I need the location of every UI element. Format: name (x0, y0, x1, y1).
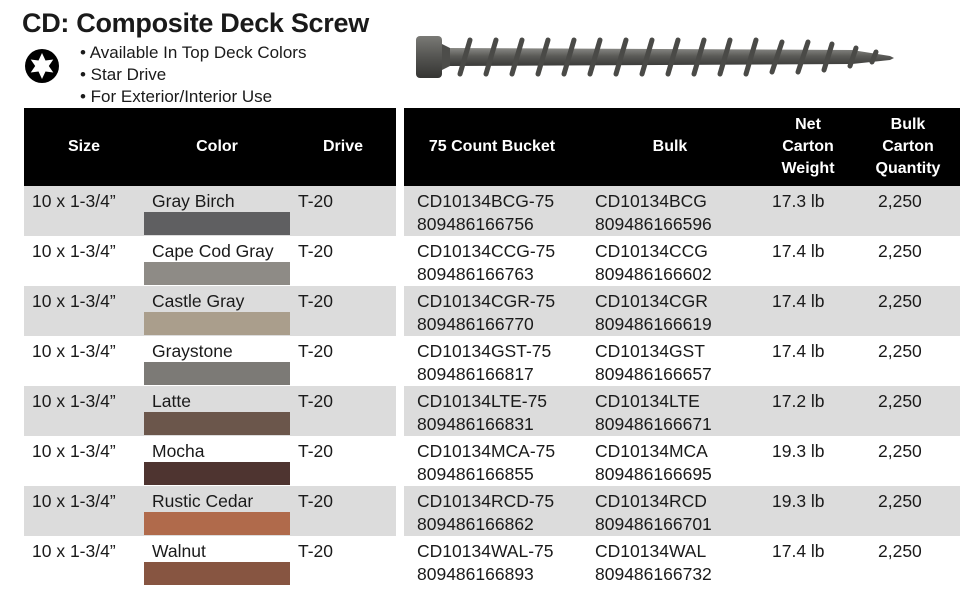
weight-cell: 17.2 lb (772, 391, 825, 411)
color-name-cell: Rustic Cedar (152, 491, 254, 511)
table-row (404, 236, 960, 286)
weight-cell: 17.4 lb (772, 541, 825, 561)
table-row (24, 486, 396, 536)
bucket-upc-cell: 809486166893 (417, 564, 534, 584)
bucket-upc-cell: 809486166862 (417, 514, 534, 534)
table-row (24, 286, 396, 336)
bulk-sku-cell: CD10134WAL (595, 541, 707, 561)
bulk-sku-cell: CD10134LTE (595, 391, 700, 411)
color-name-cell: Mocha (152, 441, 205, 461)
size-cell: 10 x 1-3/4” (32, 391, 116, 411)
color-name-cell: Latte (152, 391, 191, 411)
bucket-sku-cell: CD10134CCG-75 (417, 241, 556, 261)
feature-list (80, 42, 306, 108)
table-row (404, 336, 960, 386)
size-color-table (24, 108, 396, 586)
size-cell: 10 x 1-3/4” (32, 491, 116, 511)
table-header (24, 108, 396, 186)
table-row (404, 536, 960, 586)
drive-cell: T-20 (298, 191, 334, 211)
bucket-sku-cell: CD10134BCG-75 (417, 191, 555, 211)
table-row (404, 386, 960, 436)
color-swatch (144, 462, 290, 485)
bucket-sku-cell: CD10134RCD-75 (417, 491, 555, 511)
feature-item: • Star Drive (80, 65, 167, 84)
bulk-upc-cell: 809486166657 (595, 364, 712, 384)
color-name-cell: Walnut (152, 541, 206, 561)
table-row (404, 486, 960, 536)
bulk-sku-cell: CD10134MCA (595, 441, 708, 461)
weight-cell: 19.3 lb (772, 441, 825, 461)
bucket-sku-cell: CD10134MCA-75 (417, 441, 556, 461)
quantity-cell: 2,250 (878, 341, 922, 361)
drive-cell: T-20 (298, 541, 334, 561)
color-name-cell: Gray Birch (152, 191, 235, 211)
bucket-upc-cell: 809486166770 (417, 314, 534, 334)
weight-cell: 17.4 lb (772, 241, 825, 261)
color-swatch (144, 262, 290, 285)
color-swatch (144, 562, 290, 585)
drive-cell: T-20 (298, 291, 334, 311)
feature-item: • For Exterior/Interior Use (80, 87, 273, 106)
bulk-upc-cell: 809486166732 (595, 564, 712, 584)
bulk-upc-cell: 809486166602 (595, 264, 712, 284)
table-row (24, 236, 396, 286)
bulk-sku-cell: CD10134GST (595, 341, 705, 361)
table-row (24, 436, 396, 486)
table-row (404, 436, 960, 486)
color-swatch (144, 362, 290, 385)
bulk-sku-cell: CD10134CGR (595, 291, 708, 311)
color-swatch (144, 212, 290, 235)
drive-cell: T-20 (298, 391, 334, 411)
sku-table (404, 108, 960, 586)
bucket-sku-cell: CD10134LTE-75 (417, 391, 548, 411)
bulk-upc-cell: 809486166695 (595, 464, 712, 484)
color-name-cell: Cape Cod Gray (152, 241, 274, 261)
quantity-cell: 2,250 (878, 191, 922, 211)
quantity-cell: 2,250 (878, 291, 922, 311)
bucket-sku-cell: CD10134WAL-75 (417, 541, 554, 561)
color-swatch (144, 512, 290, 535)
size-cell: 10 x 1-3/4” (32, 241, 116, 261)
feature-item: • Available In Top Deck Colors (80, 43, 307, 62)
header-drive: Drive (322, 138, 364, 155)
header-bulk-carton-quantity: Bulk Carton Quantity (875, 116, 941, 177)
quantity-cell: 2,250 (878, 391, 922, 411)
bulk-sku-cell: CD10134CCG (595, 241, 708, 261)
size-cell: 10 x 1-3/4” (32, 541, 116, 561)
table-row (24, 336, 396, 386)
weight-cell: 17.3 lb (772, 191, 825, 211)
header-net-carton-weight: Net Carton Weight (781, 116, 835, 177)
drive-cell: T-20 (298, 341, 334, 361)
bulk-upc-cell: 809486166701 (595, 514, 712, 534)
drive-cell: T-20 (298, 491, 334, 511)
weight-cell: 19.3 lb (772, 491, 825, 511)
drive-cell: T-20 (298, 441, 334, 461)
bulk-sku-cell: CD10134RCD (595, 491, 707, 511)
size-cell: 10 x 1-3/4” (32, 291, 116, 311)
page-title: CD: Composite Deck Screw (22, 8, 369, 38)
color-name-cell: Castle Gray (152, 291, 245, 311)
size-cell: 10 x 1-3/4” (32, 191, 116, 211)
quantity-cell: 2,250 (878, 441, 922, 461)
table-row (404, 286, 960, 336)
color-swatch (144, 412, 290, 435)
bulk-sku-cell: CD10134BCG (595, 191, 707, 211)
table-row (404, 186, 960, 236)
header-bulk: Bulk (652, 138, 688, 155)
weight-cell: 17.4 lb (772, 341, 825, 361)
quantity-cell: 2,250 (878, 241, 922, 261)
bulk-upc-cell: 809486166619 (595, 314, 712, 334)
bucket-upc-cell: 809486166855 (417, 464, 534, 484)
bulk-upc-cell: 809486166671 (595, 414, 712, 434)
size-cell: 10 x 1-3/4” (32, 441, 116, 461)
bulk-upc-cell: 809486166596 (595, 214, 712, 234)
table-header (404, 108, 960, 186)
bucket-upc-cell: 809486166817 (417, 364, 534, 384)
header-color: Color (196, 138, 238, 155)
header-size: Size (67, 138, 100, 155)
bucket-sku-cell: CD10134GST-75 (417, 341, 552, 361)
weight-cell: 17.4 lb (772, 291, 825, 311)
color-swatch (144, 312, 290, 335)
header-bucket: 75 Count Bucket (428, 138, 556, 155)
drive-cell: T-20 (298, 241, 334, 261)
bucket-upc-cell: 809486166763 (417, 264, 534, 284)
size-cell: 10 x 1-3/4” (32, 341, 116, 361)
bucket-sku-cell: CD10134CGR-75 (417, 291, 556, 311)
bucket-upc-cell: 809486166831 (417, 414, 534, 434)
table-row (24, 536, 396, 586)
table-row (24, 186, 396, 236)
quantity-cell: 2,250 (878, 541, 922, 561)
color-name-cell: Graystone (152, 341, 233, 361)
table-row (24, 386, 396, 436)
bucket-upc-cell: 809486166756 (417, 214, 534, 234)
deck-screw-image (412, 28, 912, 98)
star-drive-icon (24, 48, 60, 84)
quantity-cell: 2,250 (878, 491, 922, 511)
